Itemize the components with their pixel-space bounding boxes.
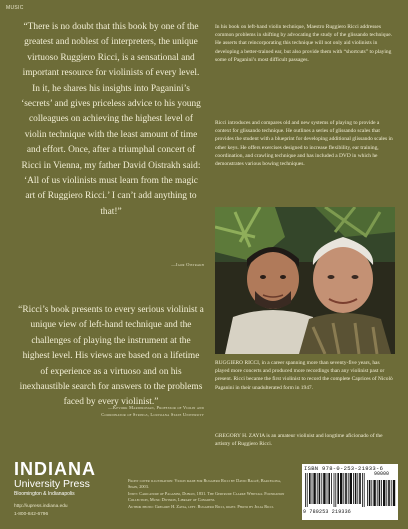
isbn-label: ISBN 978-0-253-21933-6 — [304, 465, 384, 472]
publisher-logo — [14, 460, 124, 499]
credit-inset: Inset: Caricature of Paganini, Dublin, 1831. The Gertrude Clarke Whittall Foundation Collection, Music Division, Library of Congress. — [128, 490, 285, 503]
bio-zayia: GREGORY H. ZAYIA is an amateur violinist and longtime aficionado of the artistry of Ruggiero Ricci. — [215, 433, 383, 448]
barcode-addon-icon — [367, 476, 396, 506]
description-paragraph-1: In his book on left-hand violin technique, Maestro Ruggiero Ricci addresses common problems in shifting by advocating the study of the glissando technique. He asserts that reincorporating this technique will not only aid violinists in developing a better-trained ear, but also provide them with “shortcuts” to playing some of Paganini’s most difficult passages. — [215, 24, 392, 63]
barcode-icon — [305, 473, 365, 507]
barcode-number: 9 780253 219336 — [303, 509, 352, 515]
attribution-line-1: —Kevork Mardirosian, Professor of Violin and — [108, 405, 204, 410]
category-label: MUSIC — [6, 5, 24, 11]
publisher-subname: University Press — [14, 478, 90, 490]
publisher-contact — [14, 503, 68, 519]
quote-oistrakh-attribution: —Igor Oistrakh — [171, 262, 204, 267]
publisher-location: Bloomington & Indianapolis — [14, 491, 75, 497]
quote-mardirosian-attribution — [18, 404, 204, 418]
author-photo — [215, 207, 395, 354]
attribution-line-2: Coordinator of Strings, Louisiana State University — [101, 412, 204, 417]
barcode-addon-number: 90000 — [373, 471, 389, 477]
publisher-url[interactable]: http://iupress.indiana.edu — [14, 504, 68, 509]
credit-author-photo: Author photo: Gregory H. Zayia, left. Ruggiero Ricci, right. Photo by Julia Ricci. — [128, 503, 275, 509]
publisher-name: INDIANA — [14, 459, 96, 479]
credit-front-cover: Front cover illustration: Violin made for Ruggiero Ricci by David Bagué, Barcelona, Spain, 2003. — [128, 478, 282, 490]
publisher-phone: 1-800-842-6796 — [14, 512, 49, 517]
author-photo-image — [215, 207, 395, 354]
quote-mardirosian: “Ricci’s book presents to every serious violinist a unique view of left-hand technique and the challenges of playing the instrument at the highest level. His views are based on a lifetime of experience as a virtuoso and on his inexhaustible search for answers to the problems faced by every violinist.” — [18, 305, 204, 408]
description-paragraph-2: Ricci introduces and compares old and new systems of playing to provide a context for glissando technique. He outlines a series of glissando scales that provides the student with a blueprint for developing additional glissando scales in other keys. He offers exercises designed to increase flexibility, ear training, coordination, and crawling technique and has included a DVD in which he demonstrates various bowing techniques. — [215, 120, 393, 168]
quote-oistrakh: “There is no doubt that this book by one of the greatest and noblest of interpreters, the unique virtuoso Ruggiero Ricci, is a sensational and important resource for violinists of every level. In it, he shares his insights into Paganini’s ‘secrets’ and gives priceless advice to his young colleagues on achieving the highest level of violin technique with the least amount of time and effort. Once, after a triumphal concert of Ricci in Vienna, my father David Oistrakh said: ‘All of us violinists must learn from the magic art of Ruggiero Ricci.’ I can’t add anything to that!” — [21, 22, 201, 217]
bio-ricci: RUGGIERO RICCI, in a career spanning more than seventy-five years, has played more concerts and produced more recordings than any violinist past or present. Ricci became the first violinist to record the complete Caprices of Nicolò Paganini in their unadulterated form in 1947. — [215, 360, 393, 391]
image-credits — [128, 478, 288, 510]
